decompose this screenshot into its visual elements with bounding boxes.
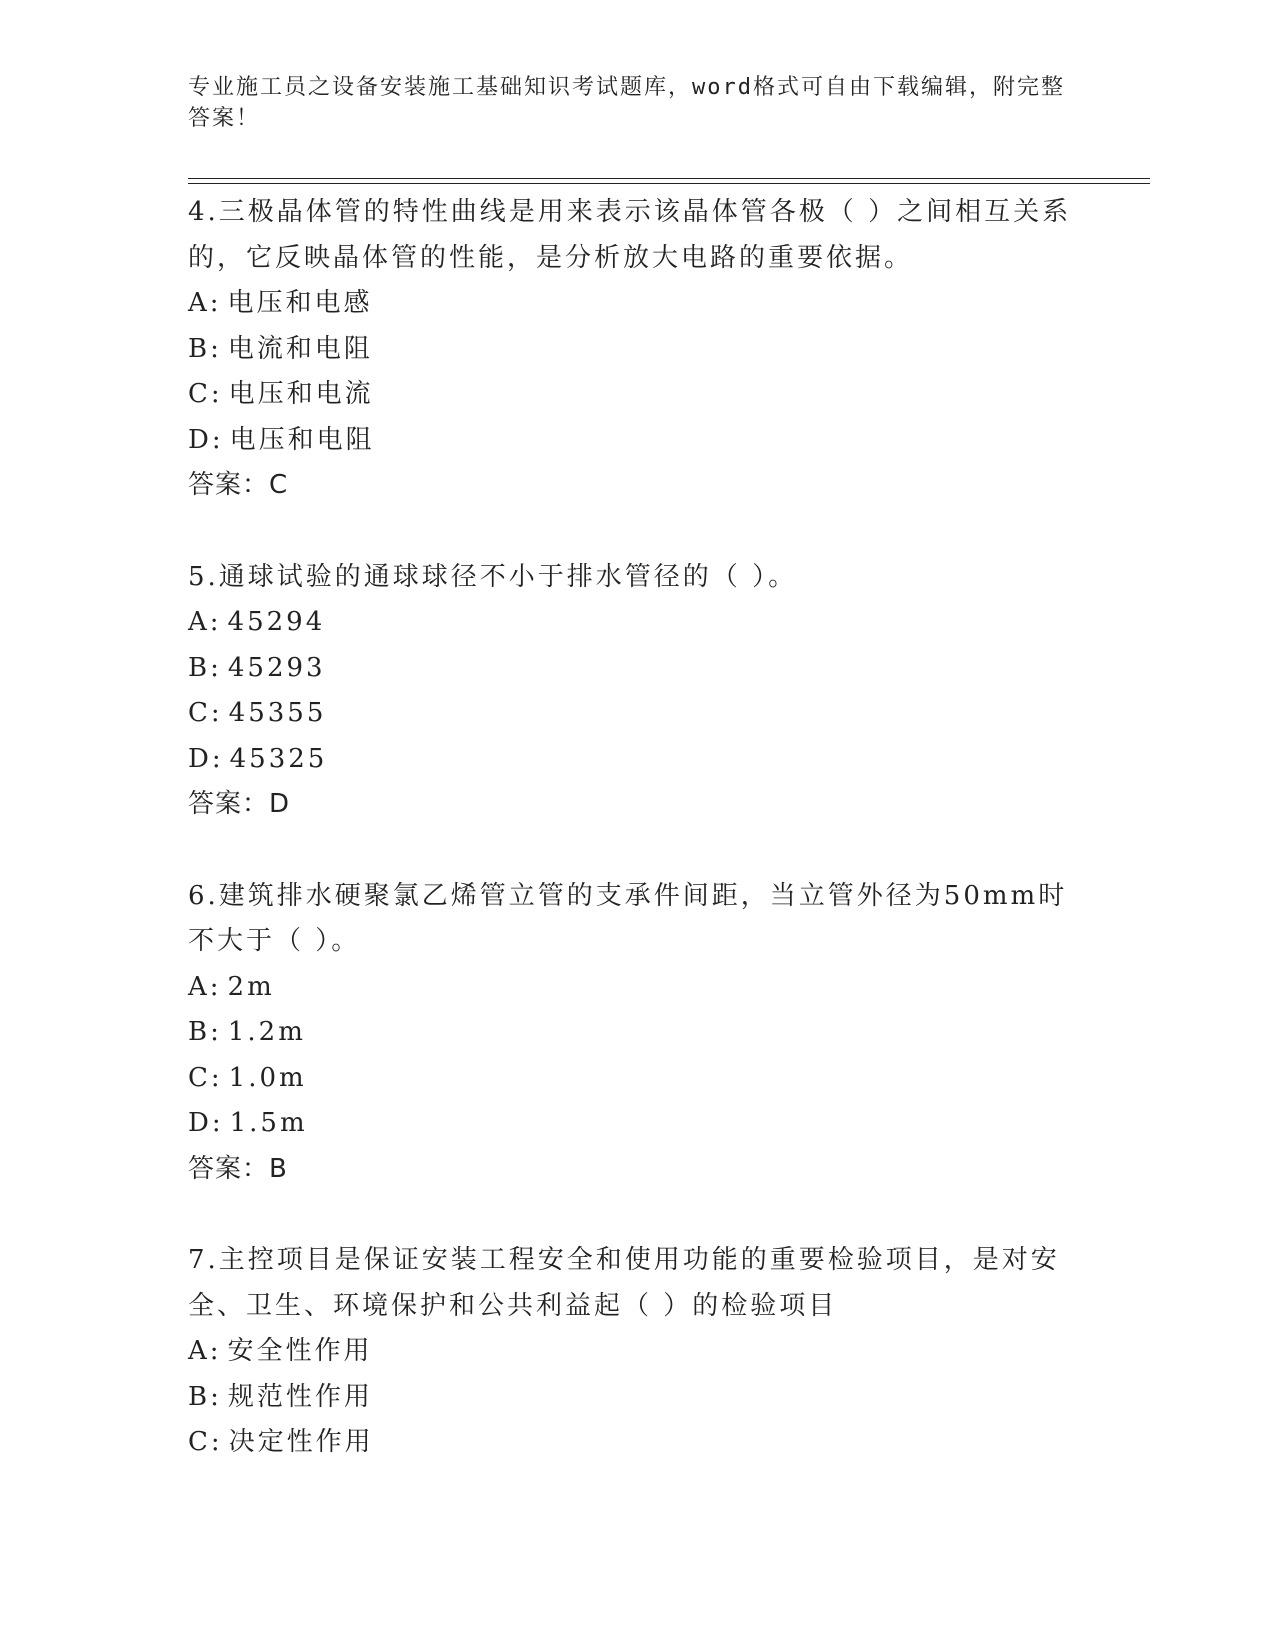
option-value: 安全性作用 xyxy=(227,1336,373,1366)
answer-line: 答案：D xyxy=(188,789,291,819)
question-4 xyxy=(188,190,1088,509)
option-c xyxy=(188,372,1088,418)
question-text: 6.建筑排水硬聚氯乙烯管立管的支承件间距，当立管外径为50mm时不大于（ ）。 xyxy=(188,880,1068,956)
option-a xyxy=(188,965,1088,1011)
option-value: 1.0m xyxy=(228,1062,307,1093)
option-value: 电压和电感 xyxy=(227,288,373,318)
option-letter: A: xyxy=(188,607,222,637)
option-c xyxy=(188,691,1088,737)
option-letter: B: xyxy=(188,652,222,683)
option-b xyxy=(188,1010,1088,1056)
header-divider-top xyxy=(188,178,1150,179)
document-header: 专业施工员之设备安装施工基础知识考试题库，word格式可自由下载编辑，附完整答案！ xyxy=(188,75,1065,131)
header-divider-bottom xyxy=(188,183,1150,184)
option-d xyxy=(188,418,1088,464)
option-a xyxy=(188,281,1088,327)
option-value: 45293 xyxy=(227,652,326,683)
question-6 xyxy=(188,874,1088,1193)
option-c xyxy=(188,1056,1088,1102)
option-letter: A: xyxy=(188,971,222,1002)
option-d xyxy=(188,737,1088,783)
option-value: 2m xyxy=(227,971,275,1002)
option-letter: B: xyxy=(188,1381,222,1412)
option-letter: D: xyxy=(188,1108,224,1138)
question-7 xyxy=(188,1238,1088,1466)
option-b xyxy=(188,646,1088,692)
option-letter: D: xyxy=(188,743,224,774)
option-value: 决定性作用 xyxy=(228,1427,374,1457)
question-5 xyxy=(188,555,1088,828)
option-b xyxy=(188,1375,1088,1421)
option-value: 1.2m xyxy=(227,1017,306,1047)
option-value: 电压和电流 xyxy=(228,379,374,409)
question-text: 5.通球试验的通球球径不小于排水管径的（ ）。 xyxy=(188,561,798,592)
option-a xyxy=(188,600,1088,646)
option-letter: C: xyxy=(188,698,223,728)
option-value: 电流和电阻 xyxy=(227,333,373,364)
option-value: 1.5m xyxy=(229,1108,308,1138)
option-letter: B: xyxy=(188,333,222,364)
option-value: 电压和电阻 xyxy=(229,424,375,455)
option-letter: D: xyxy=(188,424,224,455)
option-letter: B: xyxy=(188,1017,222,1047)
option-letter: C: xyxy=(188,1062,223,1093)
answer-line: 答案：C xyxy=(188,470,289,500)
question-text: 4.三极晶体管的特性曲线是用来表示该晶体管各极（ ）之间相互关系的，它反映晶体管的性能，是分析放大电路的重要依据。 xyxy=(188,197,1072,273)
option-a xyxy=(188,1329,1088,1375)
option-letter: A: xyxy=(188,288,222,318)
option-letter: A: xyxy=(188,1336,222,1366)
question-text: 7.主控项目是保证安装工程安全和使用功能的重要检验项目，是对安全、卫生、环境保护和公共利益起（ ）的检验项目 xyxy=(188,1245,1060,1321)
option-value: 45325 xyxy=(229,743,328,774)
option-d xyxy=(188,1101,1088,1147)
option-value: 规范性作用 xyxy=(227,1381,373,1412)
answer-line: 答案：B xyxy=(188,1153,288,1184)
option-value: 45294 xyxy=(227,607,326,637)
option-letter: C: xyxy=(188,379,223,409)
option-value: 45355 xyxy=(228,698,327,728)
option-letter: C: xyxy=(188,1427,223,1457)
option-c xyxy=(188,1420,1088,1466)
question-list xyxy=(188,190,1088,1512)
option-b xyxy=(188,327,1088,373)
